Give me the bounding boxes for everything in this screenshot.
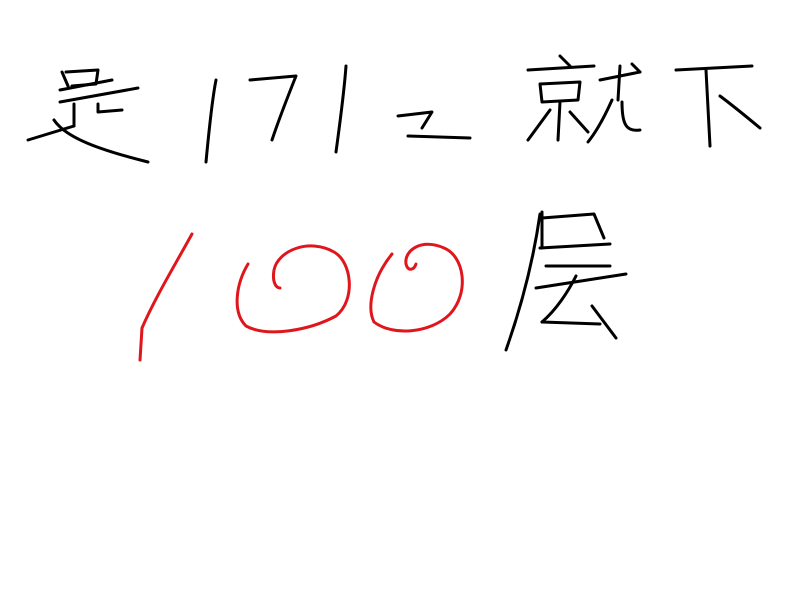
char-1-b — [336, 66, 346, 152]
char-ceng — [506, 212, 626, 350]
handwritten-line-1 — [28, 56, 760, 162]
char-shi — [28, 70, 148, 162]
red-digit-1 — [140, 234, 192, 360]
char-xia — [676, 66, 760, 146]
red-number-100 — [140, 234, 462, 360]
red-digit-0-b — [371, 244, 462, 331]
red-digit-0-a — [237, 246, 349, 332]
handwritten-line-2 — [140, 212, 626, 360]
char-1-a — [206, 80, 216, 162]
char-7 — [250, 76, 296, 140]
char-jiu — [528, 56, 640, 142]
char-zhi — [398, 112, 470, 138]
